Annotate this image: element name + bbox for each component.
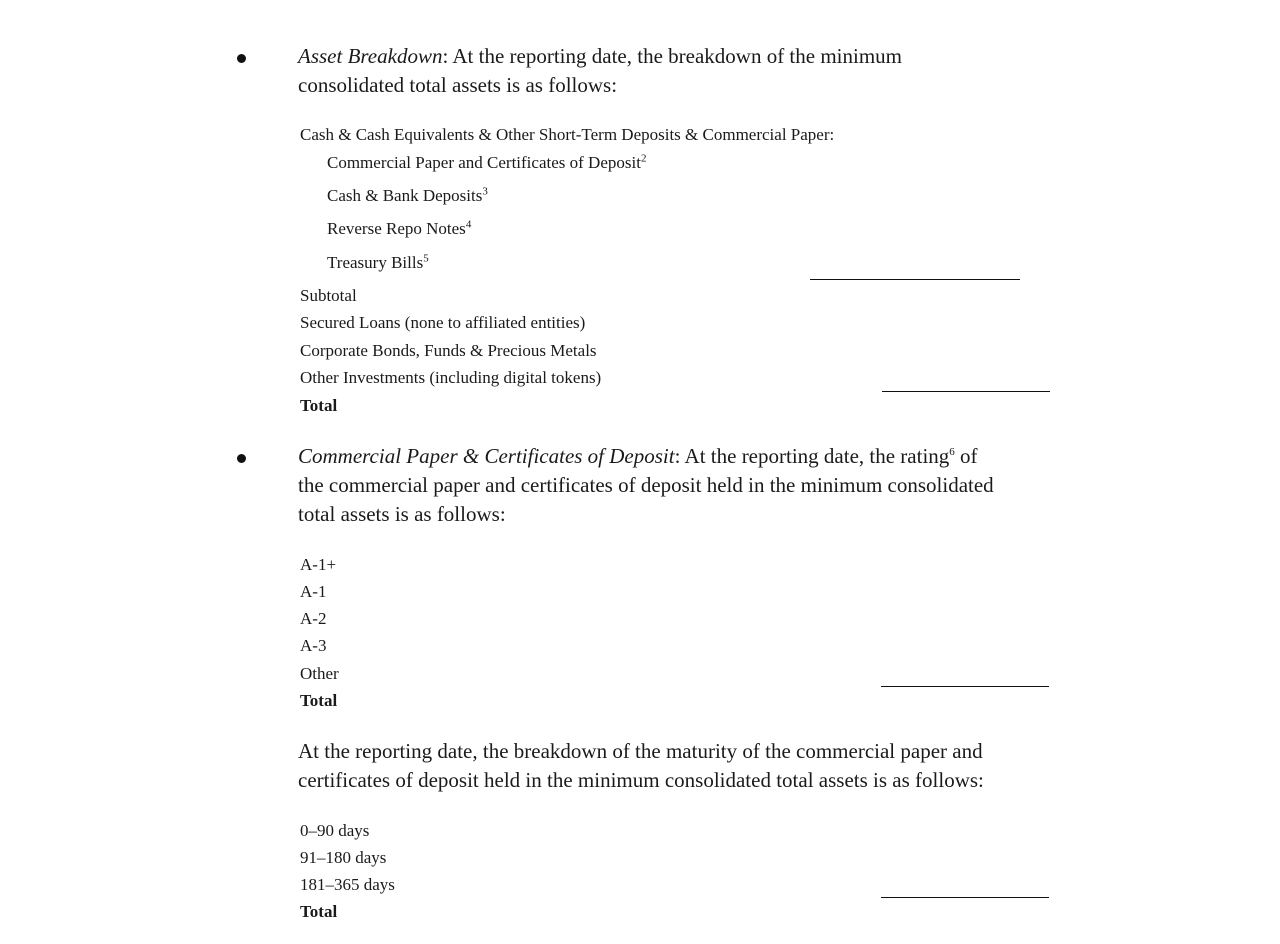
total-rule xyxy=(882,391,1050,392)
row-label: 91–180 days xyxy=(300,848,387,867)
sub-item-label: Cash & Bank Deposits$^3$ xyxy=(327,185,488,205)
asset-breakdown-intro xyxy=(298,42,902,100)
row-label: Subtotal xyxy=(300,286,357,305)
total-rule xyxy=(881,686,1049,687)
total-label: Total xyxy=(300,396,338,415)
total-rule xyxy=(881,897,1049,898)
sub-item-label: Reverse Repo Notes$^4$ xyxy=(327,218,472,238)
asset-breakdown-intro-line1: : At the reporting date, the breakdown of the minimum xyxy=(442,44,903,68)
total-label: Total xyxy=(300,902,338,921)
cp-ratings-intro-line3: total assets is as follows: xyxy=(298,502,506,526)
asset-breakdown-label: Asset Breakdown xyxy=(298,44,443,68)
sub-item-label: Treasury Bills$^5$ xyxy=(327,252,429,272)
subtotal-rule xyxy=(810,279,1020,280)
row-label: 181–365 days xyxy=(300,875,395,894)
row-label: 0–90 days xyxy=(300,821,370,840)
row-label: A-2 xyxy=(300,609,327,628)
cp-ratings-label: Commercial Paper & Certificates of Deposit xyxy=(298,444,675,468)
sub-item-label: Commercial Paper and Certificates of Deposit$^2$ xyxy=(327,152,647,172)
asset-breakdown-intro-line2: consolidated total assets is as follows: xyxy=(298,73,618,97)
bullet-cp-ratings xyxy=(237,454,246,463)
maturity-intro xyxy=(298,737,984,795)
row-label: A-3 xyxy=(300,636,327,655)
row-label: A-1 xyxy=(300,582,327,601)
cp-ratings-intro-a: : At the reporting date, the rating xyxy=(674,444,950,468)
group-header: Cash & Cash Equivalents & Other Short-Term Deposits & Commercial Paper: xyxy=(300,125,835,144)
row-label: Secured Loans (none to affiliated entities) xyxy=(300,313,586,332)
maturity-intro-line1: At the reporting date, the breakdown of the maturity of the commercial paper and xyxy=(298,739,983,763)
row-label: Corporate Bonds, Funds & Precious Metals xyxy=(300,341,597,360)
footnote-marker: 5 xyxy=(423,252,429,265)
bullet-asset-breakdown xyxy=(237,54,246,63)
row-label: A-1+ xyxy=(300,555,337,574)
footnote-marker: 6 xyxy=(949,446,955,458)
cp-ratings-intro xyxy=(298,442,994,529)
maturity-intro-line2: certificates of deposit held in the minimum consolidated total assets is as follows: xyxy=(298,768,984,792)
footnote-marker: 3 xyxy=(482,185,488,198)
footnote-marker: 2 xyxy=(640,152,647,165)
row-label: Other Investments (including digital tokens) xyxy=(300,368,602,387)
cp-ratings-intro-line2: the commercial paper and certificates of deposit held in the minimum consolidated xyxy=(298,473,994,497)
cp-ratings-intro-b: of xyxy=(954,444,978,468)
footnote-marker: 4 xyxy=(465,218,472,231)
total-label: Total xyxy=(300,691,338,710)
row-label: Other xyxy=(300,664,339,683)
